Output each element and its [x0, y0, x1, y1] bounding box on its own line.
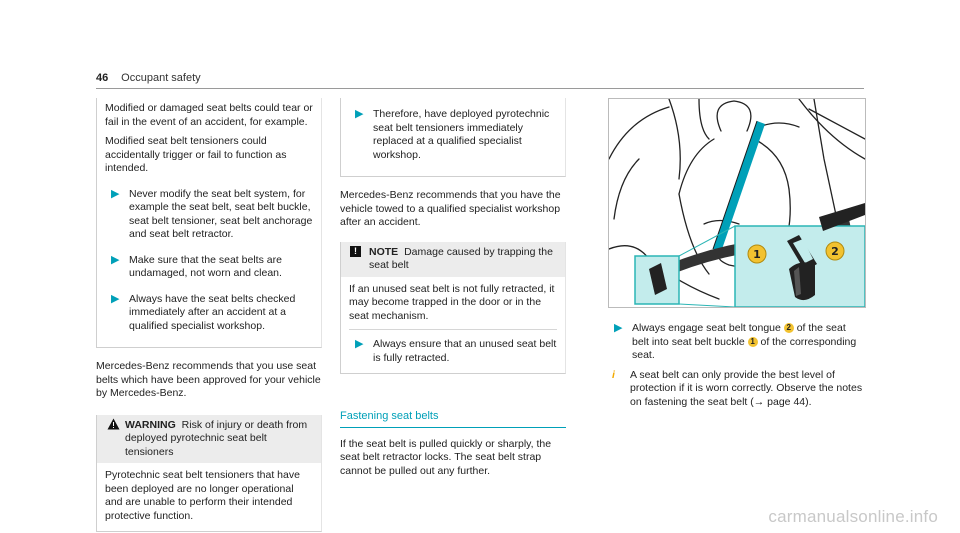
arrow-right-icon: ▶ [111, 292, 120, 305]
seat-belt-figure-svg [609, 99, 865, 307]
page-header [96, 72, 201, 88]
warning-continuation-panel [340, 98, 566, 177]
instruction-item [608, 322, 864, 363]
info-item: i A seat belt can only provide the best level of protection if it is worn correctly. Observe the notes on fastening the seat belt (→ page 44). [612, 368, 863, 408]
bullet-item [349, 338, 557, 365]
note-header [341, 242, 565, 277]
arrow-right-icon: ▶ [111, 187, 120, 200]
arrow-right-icon: ▶ [614, 322, 623, 334]
note-body [341, 277, 565, 374]
seat-belt-illustration [608, 98, 866, 308]
warning-box [96, 415, 322, 533]
warning-continuation-panel [96, 98, 322, 348]
svg-text:2: 2 [831, 245, 839, 258]
paragraph: Modified or damaged seat belts could tear or fail in the event of an accident, for example. [105, 102, 313, 128]
arrow-right-icon: ▶ [355, 338, 364, 350]
number-badge: 1 [748, 337, 758, 347]
bullet-text: Therefore, have deployed pyrotechnic seat belt tensioners immediately replaced at a qualified specialist workshop. [373, 108, 550, 161]
exclamation-icon: ! [350, 246, 361, 257]
header-title: Occupant safety [121, 72, 201, 84]
divider [349, 329, 557, 330]
bullet-item [349, 108, 557, 162]
column-2 [340, 98, 566, 478]
paragraph: Mercedes-Benz recommends that you have the vehicle towed to a qualified specialist workshop after an accident. [340, 189, 561, 228]
page-reference-link[interactable]: → page 44 [753, 395, 806, 408]
bullet-item [105, 254, 313, 281]
info-icon: i [612, 368, 615, 381]
watermark: carmanualsonline.info [768, 506, 938, 526]
svg-text:1: 1 [753, 248, 761, 261]
column-1 [96, 98, 322, 532]
warning-label: WARNING [125, 418, 176, 431]
number-badge: 2 [784, 323, 794, 333]
warning-triangle-icon [107, 418, 120, 435]
note-heading: Damage caused by trapping the seat belt [369, 245, 553, 271]
bullet-text: Make sure that the seat belts are undamaged, not worn and clean. [129, 253, 282, 279]
warning-heading: Risk of injury or death from deployed pyrotechnic seat belt tensioners [125, 418, 308, 458]
bullet-item [105, 293, 313, 334]
arrow-right-icon: ▶ [111, 253, 120, 266]
column-3 [608, 98, 864, 409]
page-number: 46 [96, 72, 109, 84]
note-label: NOTE [369, 245, 399, 258]
paragraph: Mercedes-Benz recommends that you use seat belts which have been approved for your vehicle by Mercedes-Benz. [96, 360, 321, 399]
arrow-right-icon: ▶ [355, 108, 364, 120]
instruction-text: Always engage seat belt tongue 2 of the seat belt into seat belt buckle 1 of the corresponding seat. [632, 322, 857, 361]
header-divider [96, 88, 864, 89]
paragraph: Modified seat belt tensioners could accidentally trigger or fail to function as intended. [105, 135, 287, 174]
warning-body: Pyrotechnic seat belt tensioners that have been deployed are no longer operational and are unable to perform their intended protective function. [105, 469, 300, 522]
paragraph: If the seat belt is pulled quickly or sharply, the seat belt retractor locks. The seat belt strap cannot be pulled out any further. [340, 437, 552, 477]
note-text: If an unused seat belt is not fully retracted, it may become trapped in the door or in the seat mechanism. [349, 282, 555, 322]
bullet-text: Always have the seat belts checked immediately after an accident at a qualified specialist workshop. [129, 292, 296, 332]
note-box [340, 242, 566, 375]
bullet-text: Never modify the seat belt system, for example the seat belt, seat belt buckle, seat belt tensioner, seat belt anchorage and seat belt retractor. [129, 187, 313, 240]
bullet-item [105, 188, 313, 242]
bullet-text: Always ensure that an unused seat belt is fully retracted. [373, 338, 557, 364]
warning-header [97, 415, 321, 464]
section-title: Fastening seat belts [340, 410, 566, 428]
